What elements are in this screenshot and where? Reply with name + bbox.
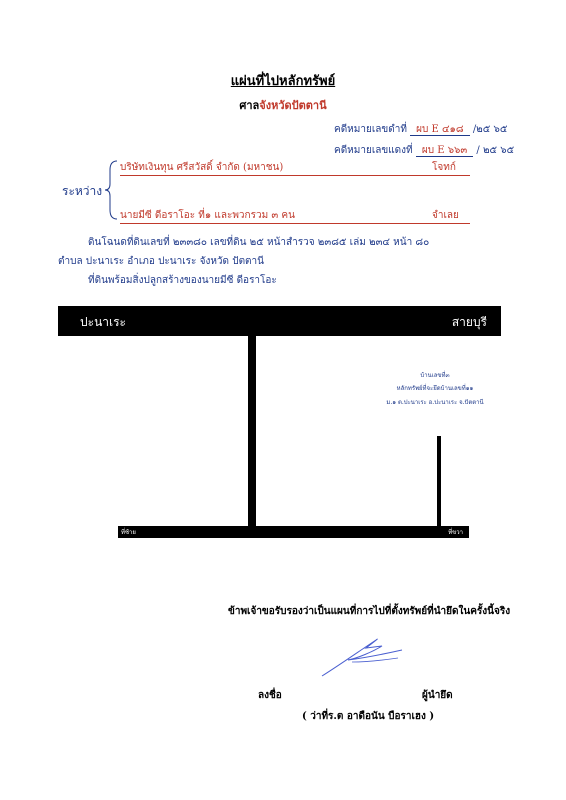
map-side-road-left bbox=[248, 336, 256, 530]
map-side-road-right bbox=[437, 436, 441, 530]
signer-name: ( ว่าที่ร.ต อาดือนัน บือราเฮง ) bbox=[302, 711, 435, 722]
land-owner-line: ที่ดินพร้อมสิ่งปลูกสร้างของนายมีซี ดีอราโอะ bbox=[88, 275, 277, 286]
black-case-value: ผบ E ๔๑๘ bbox=[410, 124, 470, 136]
red-case-year: / ๒๕ ๖๕ bbox=[476, 145, 515, 156]
court-prefix: ศาล bbox=[239, 99, 260, 112]
red-case-label: คดีหมายเลขแดงที่ bbox=[334, 145, 413, 156]
court-line bbox=[0, 96, 566, 114]
plaintiff-name: บริษัทเงินทุน ศรีสวัสดิ์ จำกัด (มหาชน) bbox=[120, 162, 284, 173]
map-main-road bbox=[58, 306, 501, 336]
plaintiff-role: โจทก์ bbox=[432, 162, 456, 173]
black-case-number bbox=[334, 122, 507, 137]
plaintiff-underline bbox=[120, 175, 470, 176]
map-label-bottom-right: ที่ขวา bbox=[448, 529, 463, 536]
defendant-underline bbox=[120, 223, 470, 224]
land-deed-line: ดินโฉนดที่ดินเลขที่ ๒๓๓๘๐ เลขที่ดิน ๒๕ หน้าสำรวจ ๒๓๘๕ เล่ม ๒๓๔ หน้า ๘๐ bbox=[88, 237, 430, 248]
party-brace bbox=[104, 160, 118, 220]
document-title: แผ่นที่ไปหลักทรัพย์ bbox=[230, 74, 336, 89]
defendant-role: จำเลย bbox=[432, 210, 459, 221]
map-note-asset: หลักทรัพย์ที่จะยึดบ้านเลขที่๑๑ bbox=[396, 385, 474, 392]
defendant-name: นายมีซี ดีอราโอะ ที่๑ และพวกรวม ๓ คน bbox=[120, 210, 295, 221]
red-case-value: ผบ E ๖๖๓ bbox=[416, 145, 473, 157]
black-case-label: คดีหมายเลขดำที่ bbox=[334, 124, 407, 135]
red-case-number bbox=[334, 143, 514, 158]
map-bottom-road bbox=[118, 526, 469, 538]
court-name: จังหวัดปัตตานี bbox=[259, 99, 327, 112]
signature-mark bbox=[318, 632, 408, 680]
land-location-line: ตำบล ปะนาเระ อำเภอ ปะนาเระ จังหวัด ปัตตานี bbox=[58, 256, 265, 267]
certification-text: ข้าพเจ้าขอรับรองว่าเป็นแผนที่การไปที่ตั้งทรัพย์ที่นำยึดในครั้งนี้จริง bbox=[228, 606, 511, 617]
map-label-panare: ปะนาเระ bbox=[80, 315, 126, 329]
map-note-address: ม.๑ ต.ปะนาเระ อ.ปะนาเระ จ.ปัตตานี bbox=[386, 399, 484, 406]
sign-label: ลงชื่อ bbox=[258, 690, 282, 701]
map-label-saiburi: สายบุรี bbox=[451, 315, 487, 329]
map-note-house: บ้านเลขที่๓ bbox=[420, 372, 450, 379]
between-label: ระหว่าง bbox=[62, 184, 103, 198]
black-case-year: /๒๕ ๖๕ bbox=[472, 124, 508, 135]
seizer-label: ผู้นำยึด bbox=[422, 690, 453, 701]
map-label-bottom-left: ที่ซ้าย bbox=[121, 529, 136, 536]
